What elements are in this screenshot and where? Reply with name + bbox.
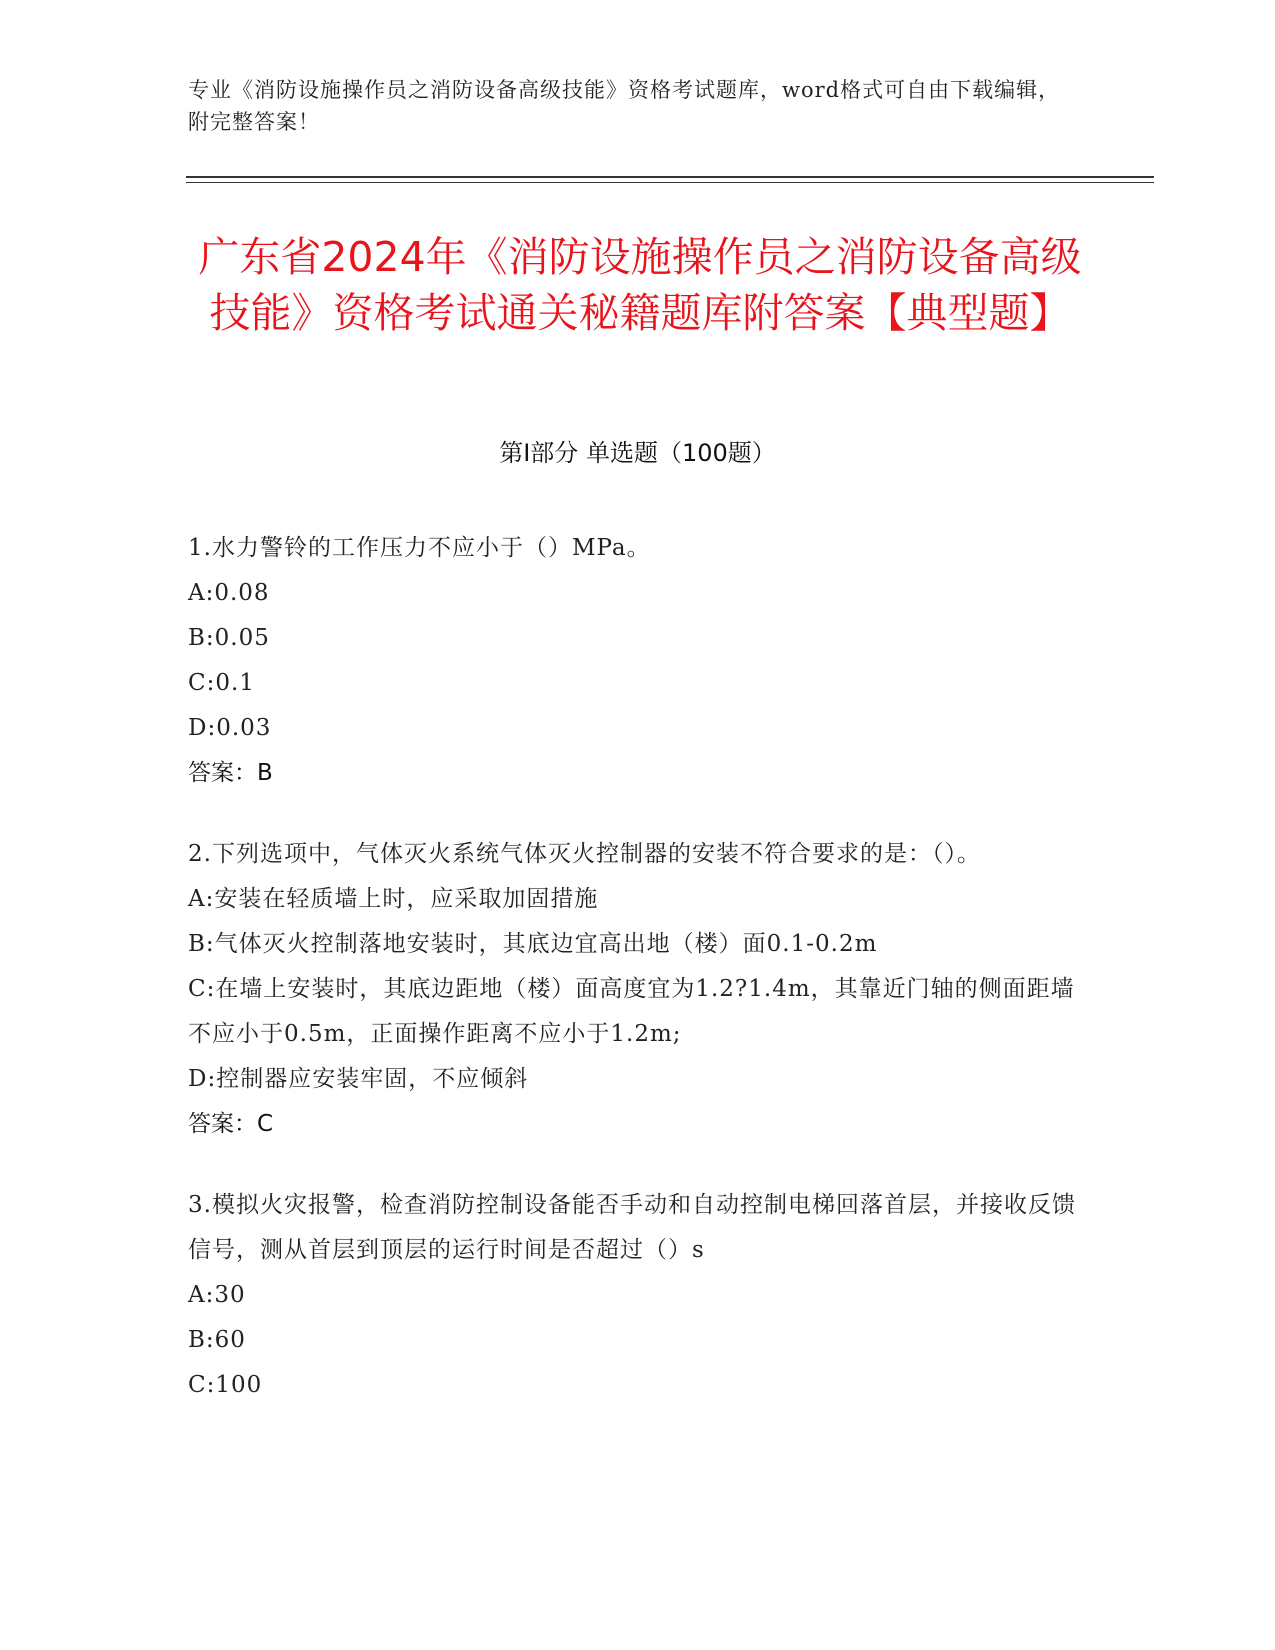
- option-text: 0.05: [214, 625, 270, 651]
- answer: 答案：C: [188, 1111, 274, 1137]
- option-text: 控制器应安装牢固，不应倾斜: [216, 1066, 529, 1092]
- option-label: C:: [188, 976, 216, 1002]
- option-c: [188, 967, 1088, 1057]
- question-stem: 3.模拟火灾报警，检查消防控制设备能否手动和自动控制电梯回落首层，并接收反馈信号，测从首层到顶层的运行时间是否超过（）s: [188, 1192, 1076, 1263]
- option-text: 60: [214, 1327, 246, 1353]
- option-d: [188, 706, 1088, 751]
- question-2: [188, 832, 1088, 1147]
- option-text: 0.08: [214, 580, 270, 606]
- option-label: C:: [188, 670, 216, 696]
- question-list: [188, 526, 1088, 1444]
- option-c: [188, 1363, 1088, 1408]
- option-a: [188, 1273, 1088, 1318]
- option-label: B:: [188, 1327, 215, 1353]
- option-b: [188, 1318, 1088, 1363]
- option-label: B:: [188, 625, 215, 651]
- header-rule-thin: [186, 182, 1154, 183]
- question-stem: 2.下列选项中，气体灭火系统气体灭火控制器的安装不符合要求的是：（）。: [188, 841, 981, 867]
- option-text: 100: [215, 1372, 263, 1398]
- option-c: [188, 661, 1088, 706]
- question-stem: 1.水力警铃的工作压力不应小于（）MPa。: [188, 535, 651, 561]
- header-rule-thick: [186, 176, 1154, 178]
- option-label: D:: [188, 715, 217, 741]
- option-text: 在墙上安装时，其底边距地（楼）面高度宜为1.2?1.4m，其靠近门轴的侧面距墙不应小于0.5m，正面操作距离不应小于1.2m;: [188, 976, 1075, 1047]
- option-text: 30: [214, 1282, 246, 1308]
- option-text: 0.1: [215, 670, 255, 696]
- option-b: [188, 616, 1088, 661]
- option-label: A:: [188, 886, 215, 912]
- option-label: B:: [188, 931, 215, 957]
- option-text: 安装在轻质墙上时，应采取加固措施: [214, 886, 599, 912]
- option-a: [188, 571, 1088, 616]
- section-heading: 第Ⅰ部分 单选题（100题）: [499, 439, 776, 467]
- question-1: [188, 526, 1088, 796]
- document-title: 广东省2024年《消防设施操作员之消防设备高级技能》资格考试通关秘籍题库附答案【典型题】: [198, 233, 1082, 337]
- answer: 答案：B: [188, 760, 273, 786]
- option-label: A:: [188, 1282, 215, 1308]
- option-label: C:: [188, 1372, 216, 1398]
- option-a: [188, 877, 1088, 922]
- option-label: D:: [188, 1066, 217, 1092]
- header-note: 专业《消防设施操作员之消防设备高级技能》资格考试题库，word格式可自由下载编辑，附完整答案！: [188, 78, 1061, 134]
- question-3: [188, 1183, 1088, 1408]
- option-text: 0.03: [216, 715, 272, 741]
- option-d: [188, 1057, 1088, 1102]
- option-label: A:: [188, 580, 215, 606]
- option-text: 气体灭火控制落地安装时，其底边宜高出地（楼）面0.1-0.2m: [214, 931, 878, 957]
- option-b: [188, 922, 1088, 967]
